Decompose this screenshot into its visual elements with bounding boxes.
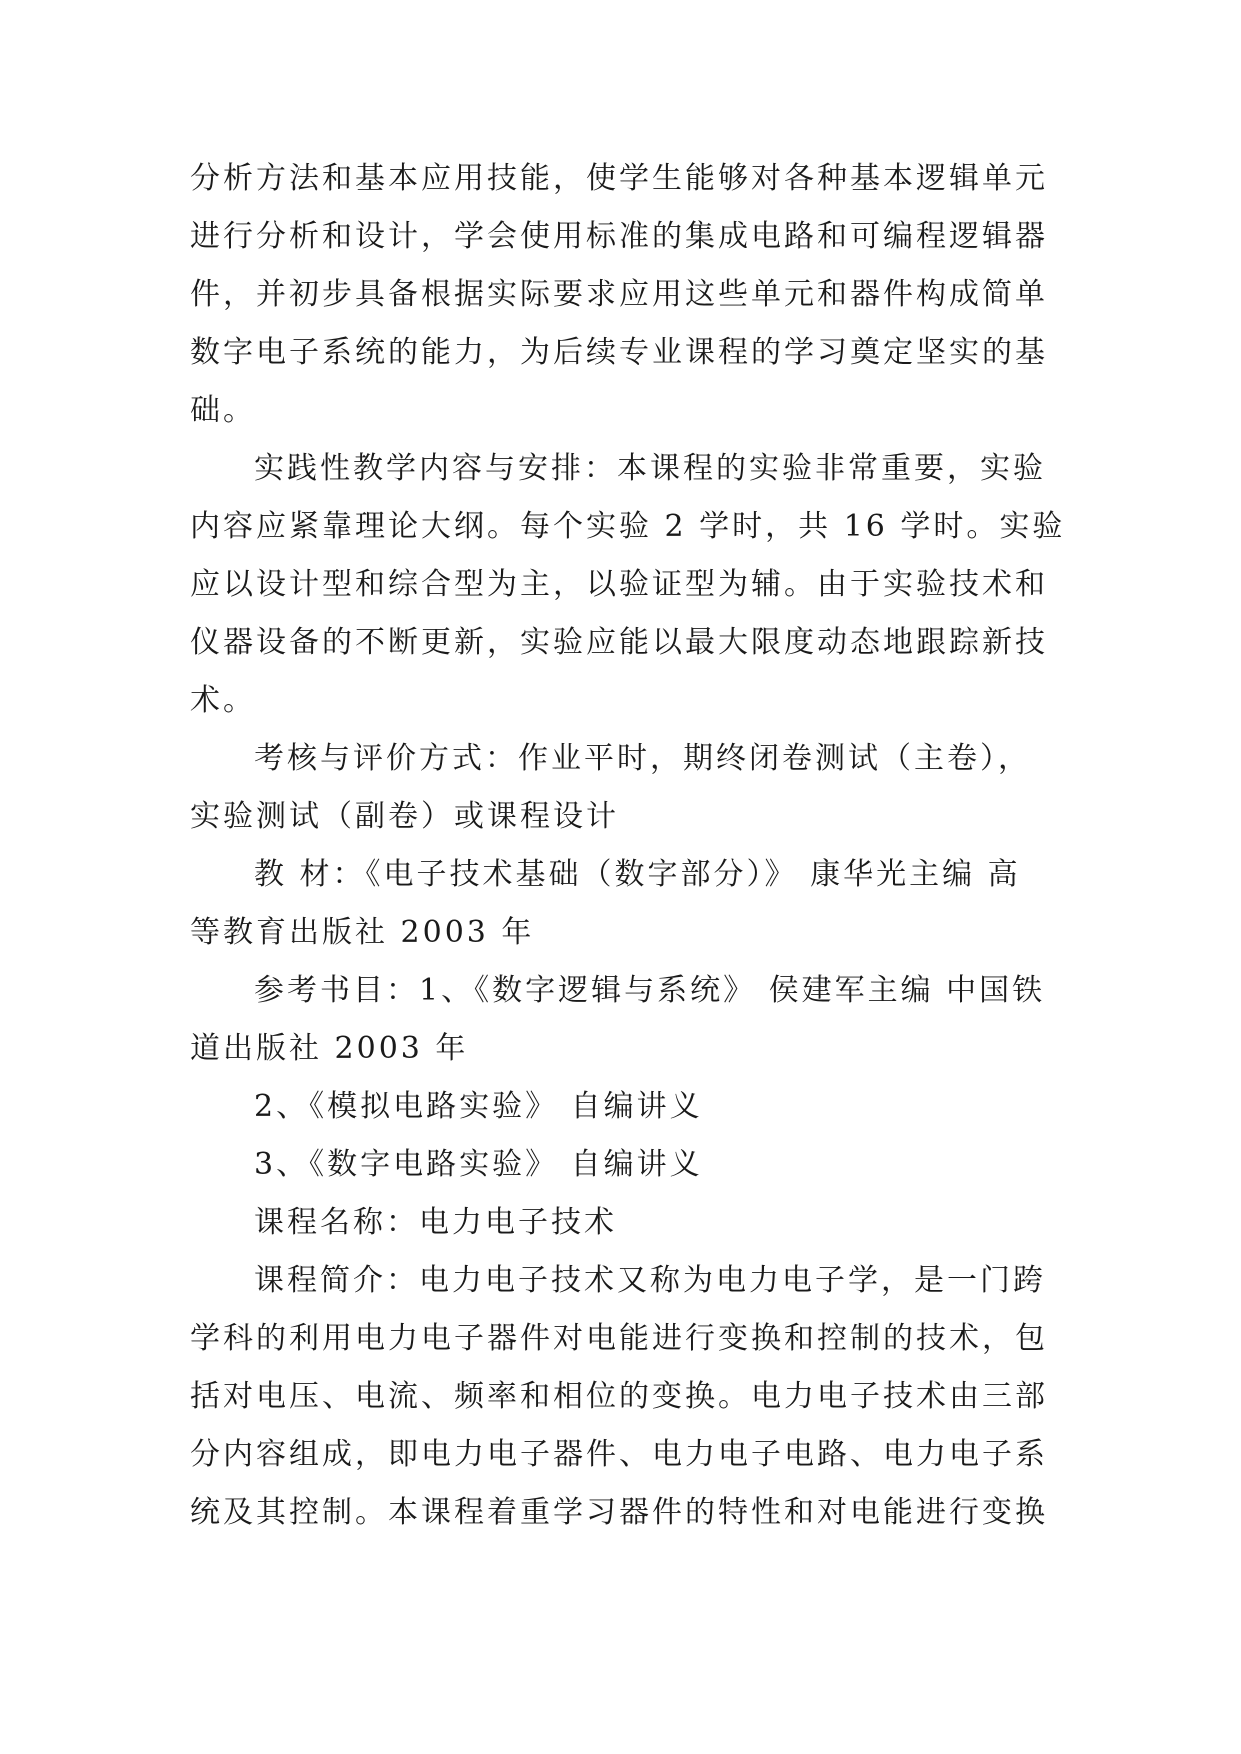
text-line: 3、《数字电路实验》 自编讲义 [254,1147,703,1182]
text-line: 括对电压、电流、频率和相位的变换。电力电子技术由三部 [190,1379,1048,1414]
text-line: 应以设计型和综合型为主，以验证型为辅。由于实验技术和 [190,567,1048,602]
text-line: 教 材：《电子技术基础（数字部分）》 康华光主编 高 [254,857,1021,892]
text-line: 数字电子系统的能力，为后续专业课程的学习奠定坚实的基 [190,335,1048,370]
text-line: 内容应紧靠理论大纲。每个实验 2 学时，共 16 学时。实验 [190,509,1066,544]
text-line: 础。 [190,393,256,428]
text-line: 课程简介：电力电子技术又称为电力电子学，是一门跨 [254,1263,1046,1298]
text-line: 分内容组成，即电力电子器件、电力电子电路、电力电子系 [190,1437,1048,1472]
text-line: 统及其控制。本课程着重学习器件的特性和对电能进行变换 [190,1495,1048,1530]
text-line: 实验测试（副卷）或课程设计 [190,799,619,834]
document-body [190,150,1066,1542]
text-line: 进行分析和设计，学会使用标准的集成电路和可编程逻辑器 [190,219,1048,254]
text-line: 参考书目：1、《数字逻辑与系统》 侯建军主编 中国铁 [254,973,1046,1008]
text-line: 件，并初步具备根据实际要求应用这些单元和器件构成简单 [190,277,1048,312]
text-line: 分析方法和基本应用技能，使学生能够对各种基本逻辑单元 [190,161,1048,196]
text-line: 考核与评价方式：作业平时，期终闭卷测试（主卷）， [254,741,1031,776]
text-line: 仪器设备的不断更新，实验应能以最大限度动态地跟踪新技 [190,625,1048,660]
text-line: 课程名称：电力电子技术 [254,1205,617,1240]
text-line: 学科的利用电力电子器件对电能进行变换和控制的技术，包 [190,1321,1048,1356]
text-line: 2、《模拟电路实验》 自编讲义 [254,1089,703,1124]
text-line: 术。 [190,683,256,718]
text-line: 道出版社 2003 年 [190,1031,469,1066]
text-line: 等教育出版社 2003 年 [190,915,535,950]
text-line: 实践性教学内容与安排：本课程的实验非常重要，实验 [254,451,1046,486]
